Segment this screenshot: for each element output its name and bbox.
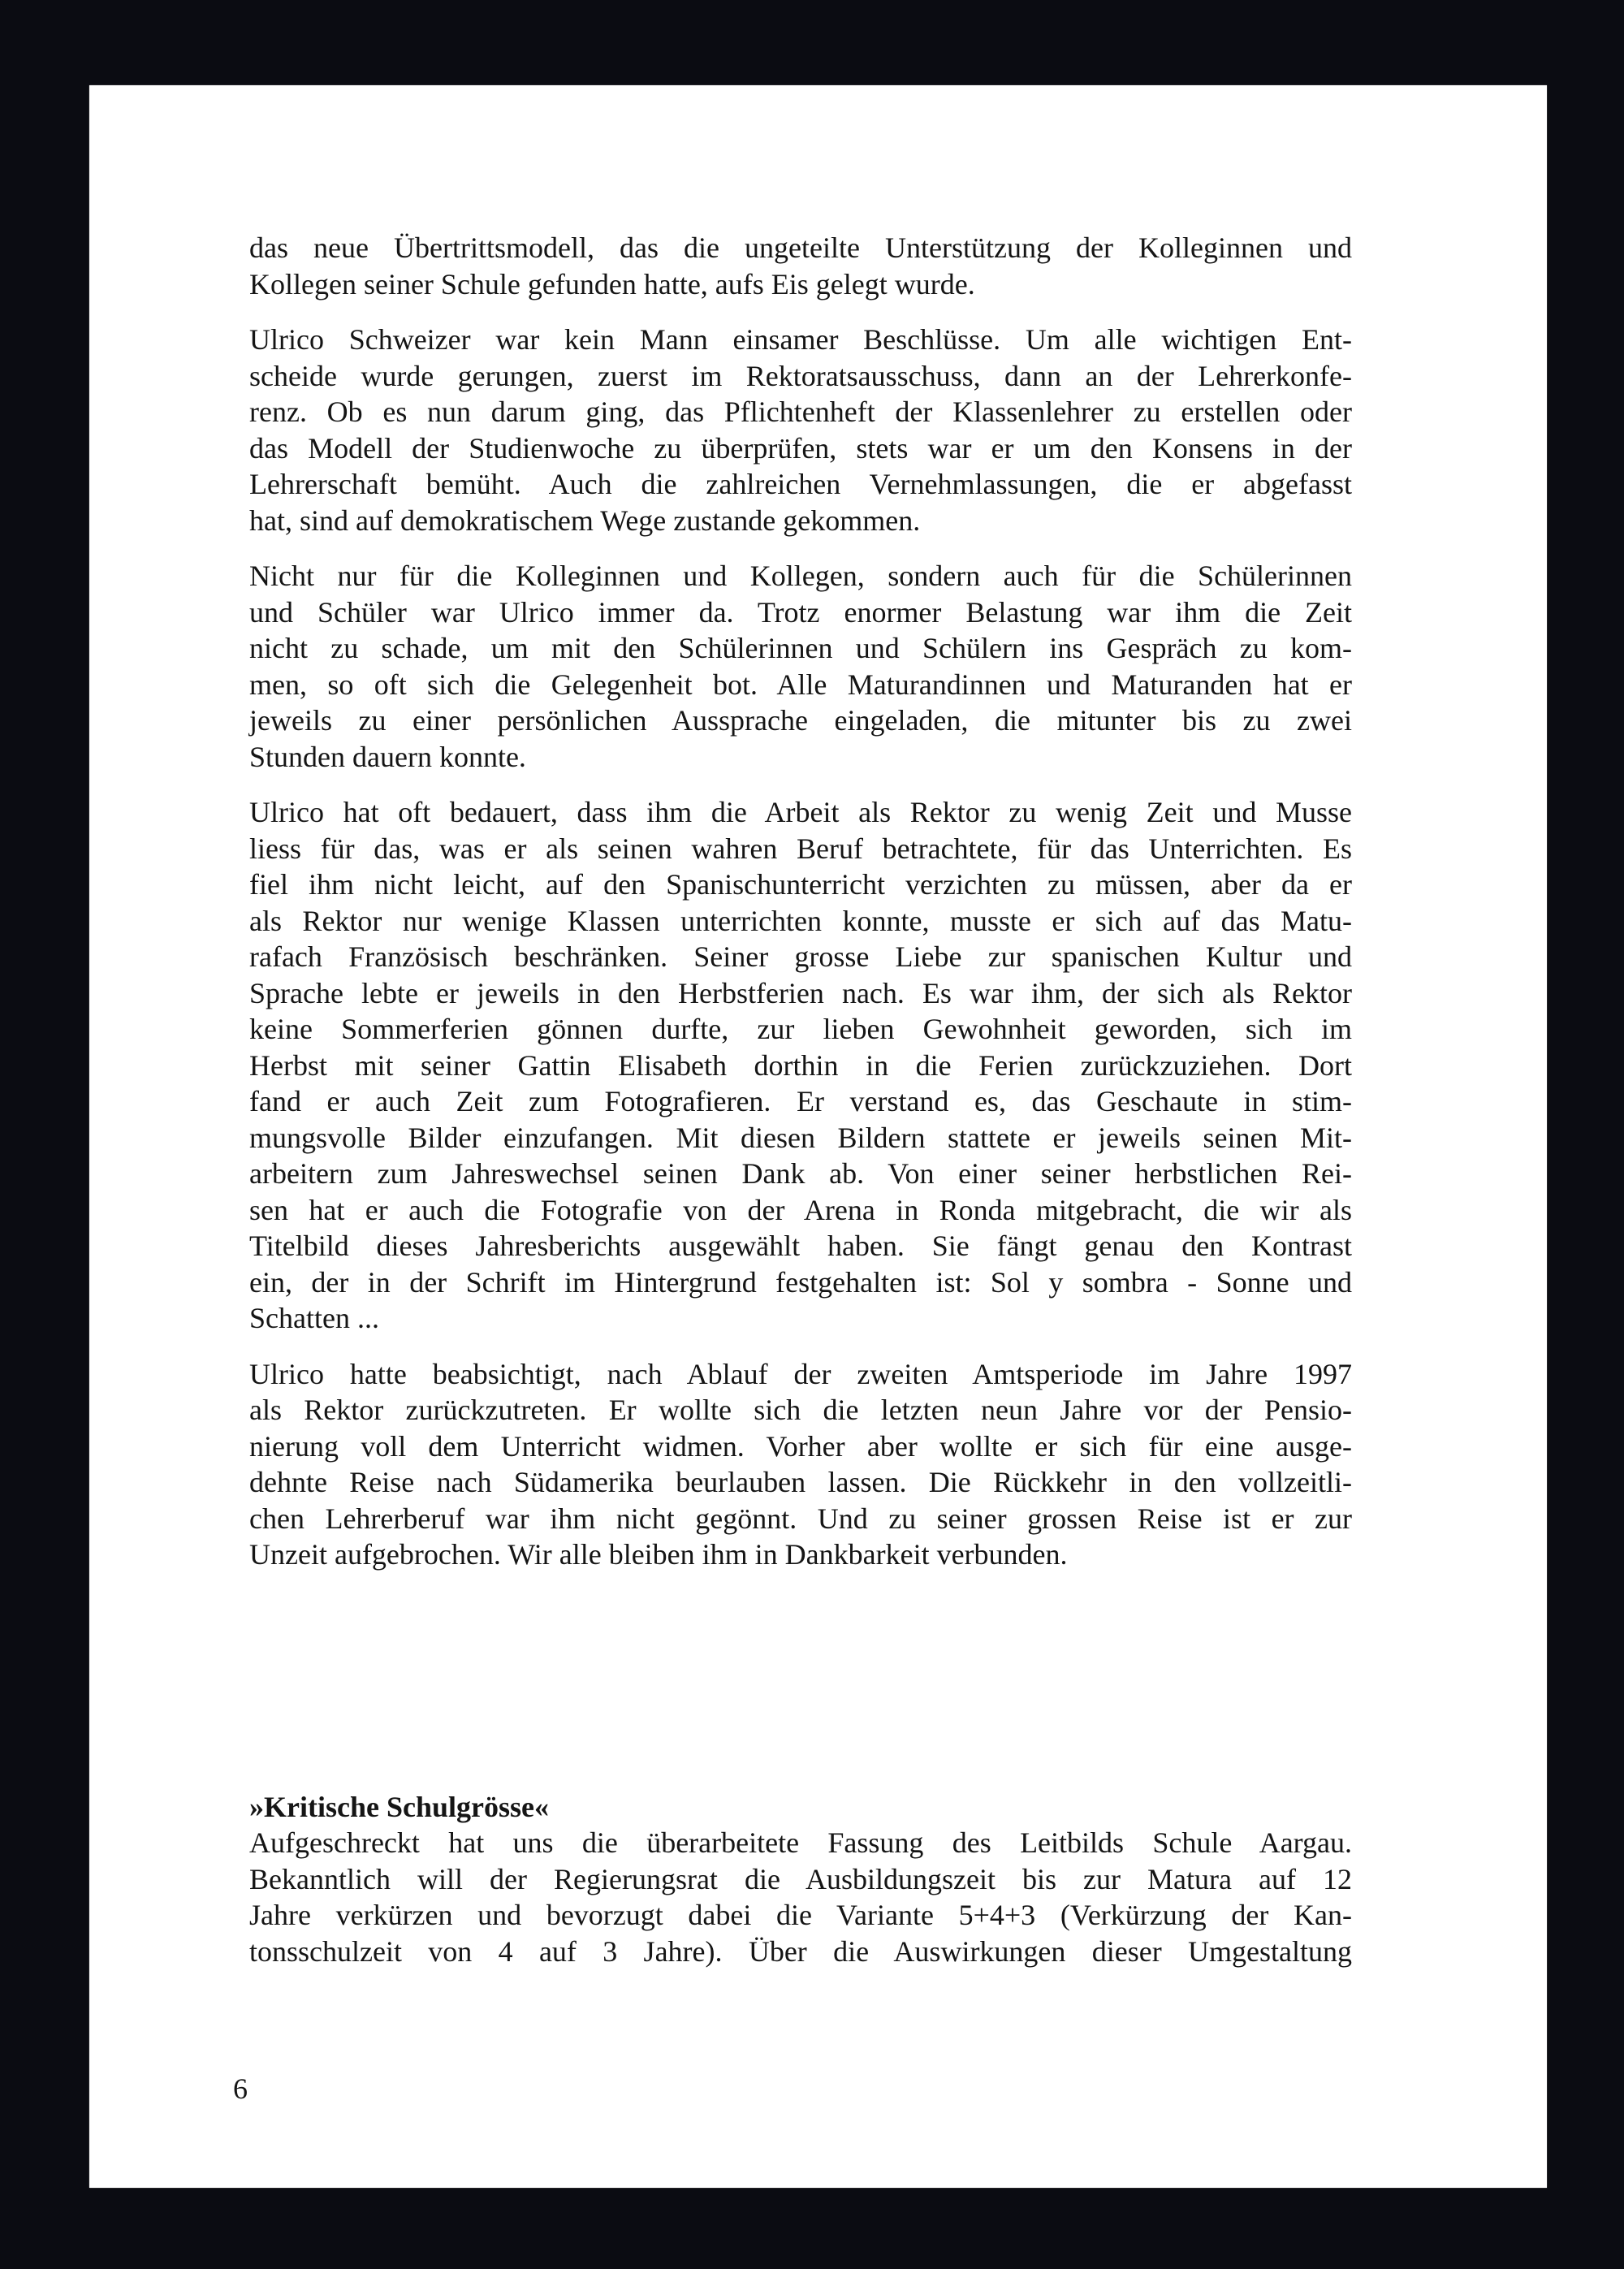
text-line: das Modell der Studienwoche zu überprüfen, stets war er um den Konsens in der: [249, 431, 1352, 465]
text-line: tonsschulzeit von 4 auf 3 Jahre). Über die Auswirkungen dieser Umgestaltung: [249, 1934, 1352, 1968]
text-line: Stunden dauern konnte.: [249, 740, 526, 773]
text-line: Ulrico hat oft bedauert, dass ihm die Arbeit als Rektor zu wenig Zeit und Musse: [249, 796, 1352, 828]
text-line: rafach Französisch beschränken. Seiner grosse Liebe zur spanischen Kultur und: [249, 940, 1352, 973]
paragraph-2: [249, 322, 1352, 538]
text-line: fand er auch Zeit zum Fotografieren. Er verstand es, das Geschaute in stim-: [249, 1085, 1352, 1117]
section-kritische-schulgroesse: [249, 1789, 1352, 1989]
text-line: Titelbild dieses Jahresberichts ausgewählt haben. Sie fängt genau den Kontrast: [249, 1230, 1352, 1262]
text-line: Sprache lebte er jeweils in den Herbstferien nach. Es war ihm, der sich als Rektor: [249, 976, 1352, 1009]
text-line: Ulrico hatte beabsichtigt, nach Ablauf der zweiten Amtsperiode im Jahre 1997: [249, 1357, 1352, 1390]
text-line: Lehrerschaft bemüht. Auch die zahlreichen Vernehmlassungen, die er abgefasst: [249, 468, 1352, 500]
text-line: fiel ihm nicht leicht, auf den Spanischunterricht verzichten zu müssen, aber da er: [249, 868, 1352, 901]
text-line: und Schüler war Ulrico immer da. Trotz enormer Belastung war ihm die Zeit: [249, 595, 1352, 629]
text-line: dehnte Reise nach Südamerika beurlauben lassen. Die Rückkehr in den vollzeitli-: [249, 1466, 1352, 1498]
paragraph-3: [249, 558, 1352, 775]
paragraph-4: [249, 794, 1352, 1337]
section-heading: »Kritische Schulgrösse«: [249, 1791, 549, 1823]
text-line: hat, sind auf demokratischem Wege zustande gekommen.: [249, 504, 921, 537]
text-line: Herbst mit seiner Gattin Elisabeth dorthin in die Ferien zurückzuziehen. Dort: [249, 1048, 1352, 1082]
document-page: [89, 85, 1547, 2188]
text-line: das neue Übertrittsmodell, das die ungeteilte Unterstützung der Kolleginnen und: [249, 231, 1352, 264]
section-paragraph: [249, 1825, 1352, 1969]
text-line: arbeitern zum Jahreswechsel seinen Dank ab. Von einer seiner herbstlichen Rei-: [249, 1157, 1352, 1190]
text-line: Bekanntlich will der Regierungsrat die Ausbildungszeit bis zur Matura auf 12: [249, 1862, 1352, 1895]
text-line: jeweils zu einer persönlichen Aussprache eingeladen, die mitunter bis zu zwei: [249, 704, 1352, 737]
text-line: mungsvolle Bilder einzufangen. Mit diesen Bildern stattete er jeweils seinen Mit-: [249, 1121, 1352, 1154]
text-line: Jahre verkürzen und bevorzugt dabei die Variante 5+4+3 (Verkürzung der Kan-: [249, 1899, 1352, 1931]
paragraph-5: [249, 1356, 1352, 1573]
text-line: men, so oft sich die Gelegenheit bot. Alle Maturandinnen und Maturanden hat er: [249, 668, 1352, 701]
text-line: Ulrico Schweizer war kein Mann einsamer Beschlüsse. Um alle wichtigen Ent-: [249, 323, 1352, 356]
text-line: Schatten ...: [249, 1302, 379, 1334]
text-line: als Rektor nur wenige Klassen unterrichten konnte, musste er sich auf das Matu-: [249, 904, 1352, 937]
paragraph-1: [249, 230, 1352, 302]
text-line: renz. Ob es nun darum ging, das Pflichtenheft der Klassenlehrer zu erstellen oder: [249, 395, 1352, 428]
text-line: Kollegen seiner Schule gefunden hatte, aufs Eis gelegt wurde.: [249, 267, 975, 300]
text-line: chen Lehrerberuf war ihm nicht gegönnt. Und zu seiner grossen Reise ist er zur: [249, 1502, 1352, 1535]
body-text: [249, 230, 1352, 1593]
text-line: nierung voll dem Unterricht widmen. Vorher aber wollte er sich für eine ausge-: [249, 1429, 1352, 1463]
text-line: als Rektor zurückzutreten. Er wollte sich die letzten neun Jahre vor der Pensio-: [249, 1394, 1352, 1426]
text-line: Unzeit aufgebrochen. Wir alle bleiben ihm in Dankbarkeit verbunden.: [249, 1538, 1068, 1571]
text-line: Aufgeschreckt hat uns die überarbeitete Fassung des Leitbilds Schule Aargau.: [249, 1826, 1352, 1859]
text-line: Nicht nur für die Kolleginnen und Kollegen, sondern auch für die Schülerinnen: [249, 560, 1352, 592]
text-line: ein, der in der Schrift im Hintergrund festgehalten ist: Sol y sombra - Sonne und: [249, 1265, 1352, 1299]
text-line: keine Sommerferien gönnen durfte, zur lieben Gewohnheit geworden, sich im: [249, 1013, 1352, 1045]
text-line: liess für das, was er als seinen wahren Beruf betrachtete, für das Unterrichten. Es: [249, 832, 1352, 865]
page-number: 6: [233, 2072, 248, 2105]
text-line: sen hat er auch die Fotografie von der Arena in Ronda mitgebracht, die wir als: [249, 1193, 1352, 1226]
text-line: nicht zu schade, um mit den Schülerinnen und Schülern ins Gespräch zu kom-: [249, 632, 1352, 664]
text-line: scheide wurde gerungen, zuerst im Rektoratsausschuss, dann an der Lehrerkonfe-: [249, 359, 1352, 392]
